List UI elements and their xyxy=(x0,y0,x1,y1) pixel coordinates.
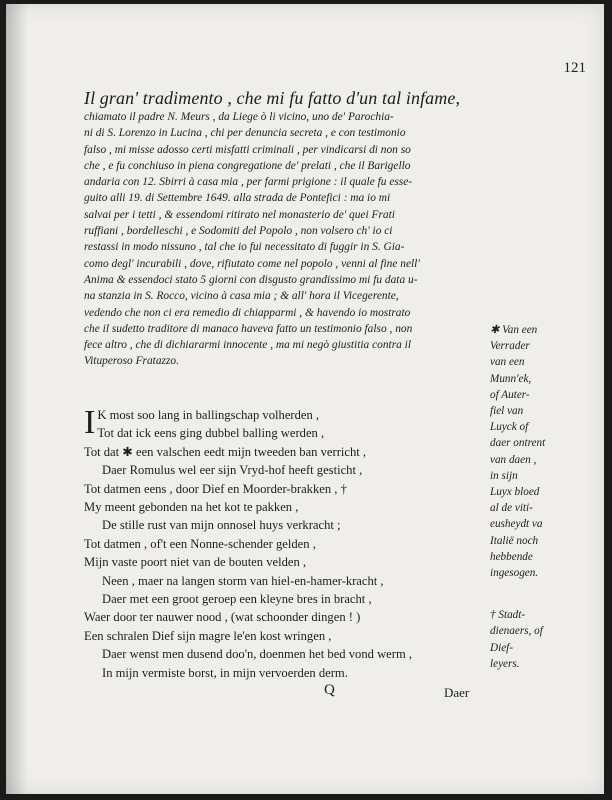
dutch-poem xyxy=(84,406,504,682)
margin-notes xyxy=(490,322,594,672)
margin-note-line: al de viti- xyxy=(490,502,533,515)
italian-heading: Il gran' tradimento , che mi fu fatto d'un tal infame, xyxy=(84,88,461,108)
margin-note-line: Dief- xyxy=(490,641,513,654)
margin-note-line: Verrader xyxy=(490,340,530,353)
italian-line: che il sudetto traditore di manaco haveva fatto un testimonio falso , non xyxy=(84,322,413,335)
poem-line: Een schralen Dief sijn magre le'en kost wringen , xyxy=(84,628,332,643)
margin-note-line: ingesogen. xyxy=(490,567,539,580)
poem-line: In mijn vermiste borst, in mijn vervoerden derm. xyxy=(102,665,348,680)
margin-note-line: van daen , xyxy=(490,453,537,466)
margin-note-line: eusheydt va xyxy=(490,518,543,531)
poem-line: Tot dat ick eens ging dubbel balling werden , xyxy=(97,426,325,441)
italian-line: che , e fu conchiuso in piena congregatione de' prelati , che il Barigello xyxy=(84,159,411,172)
poem-line: Daer met een groot geroep een kleyne bres in bracht , xyxy=(102,592,372,607)
poem-line: De stille rust van mijn onnosel huys verkracht ; xyxy=(102,518,341,533)
italian-line: salvai per i tetti , & essendomi ritirato nel monasterio de' quei Frati xyxy=(84,208,395,221)
margin-note-line: Munn'ek, xyxy=(490,372,532,385)
margin-note-line: leyers. xyxy=(490,657,520,670)
poem-line: Mijn vaste poort niet van de bouten velden , xyxy=(84,555,307,570)
gutter-shadow xyxy=(6,4,28,794)
poem-line: My meent gebonden na het kot te pakken , xyxy=(84,500,299,515)
italian-line: ruffiani , bordelleschi , e Sodomiti del Popolo , non volsero ch' io ci xyxy=(84,225,393,238)
italian-line: guito alli 19. di Settembre 1649. alla strada de Pontefici : ma io mi xyxy=(84,192,391,205)
italian-paragraph xyxy=(84,87,506,370)
margin-note-1 xyxy=(490,322,594,581)
italian-line: Vituperoso Fratazzo. xyxy=(84,355,179,368)
italian-line: Anima & essendoci stato 5 giorni con disgusto grandissimo mi fu data u- xyxy=(84,273,418,286)
margin-note-line: Italië noch xyxy=(490,534,539,547)
signature-mark: Q xyxy=(324,682,335,698)
poem-line: Daer wenst men dusend doo'n, doenmen het bed vond werm , xyxy=(102,647,413,662)
italian-line: fece altro , che di dichiararmi innocente , ma mi negò giustitia contra il xyxy=(84,339,412,352)
margin-note-line: hebbende xyxy=(490,550,533,563)
italian-line: andaria con 12. Sbirri à casa mia , per farmi prigione : il quale fu esse- xyxy=(84,176,413,189)
margin-note-line: in sijn xyxy=(490,469,518,482)
italian-line: vedendo che non ci era remedio di chiapparmi , & havendo io mostrato xyxy=(84,306,411,319)
italian-line: chiamato il padre N. Meurs , da Liege ò li vicino, uno de' Parochia- xyxy=(84,111,394,123)
margin-note-line: van een xyxy=(490,356,525,369)
book-page xyxy=(6,4,604,794)
italian-line: restassi in modo nissuno , tal che io fui necessitato di fuggir in S. Gia- xyxy=(84,241,405,254)
margin-note-line: Luyx bloed xyxy=(490,486,540,499)
catchword: Daer xyxy=(444,685,470,700)
poem-line: Neen , maer na langen storm van hiel-en-hamer-kracht , xyxy=(102,573,384,588)
margin-note-line: Luyck of xyxy=(490,421,529,434)
italian-line: na stanzia in S. Rocco, vicino à casa mia ; & all' hora il Vicegerente, xyxy=(84,290,399,303)
italian-line: como degl' incurabili , dove, rifiutato come nel popolo , venni al fine nell' xyxy=(84,257,420,270)
poem-line: K most soo lang in ballingschap volherden , xyxy=(97,408,320,422)
margin-note-line: dienaers, of xyxy=(490,625,543,638)
poem-line: Waer door ter nauwer nood , (wat schoonder dingen ! ) xyxy=(84,610,361,625)
poem-line: Tot datmen eens , door Dief en Moorder-brakken , † xyxy=(84,481,347,496)
margin-note-line: † Stadt- xyxy=(490,609,526,622)
poem-line: Tot datmen , of't een Nonne-schender gelden , xyxy=(84,536,316,551)
poem-line: Tot dat ✱ een valschen eedt mijn tweeden ban verricht , xyxy=(84,444,367,459)
italian-line: ni di S. Lorenzo in Lucina , chi per denuncia secreta , e con testimonio xyxy=(84,127,406,140)
margin-note-2 xyxy=(490,607,594,672)
margin-note-line: ✱ Van een xyxy=(490,324,538,336)
poem-line: Daer Romulus wel eer sijn Vryd-hof heeft gesticht , xyxy=(102,463,363,478)
margin-note-line: daer ontrent xyxy=(490,437,546,450)
italian-line: falso , mi misse adosso certi misfatti criminali , per vindicarsi di non so xyxy=(84,143,411,156)
margin-note-line: fiel van xyxy=(490,405,524,418)
drop-cap: I xyxy=(84,404,96,441)
margin-note-line: of Auter- xyxy=(490,388,530,401)
page-number: 121 xyxy=(563,60,586,76)
